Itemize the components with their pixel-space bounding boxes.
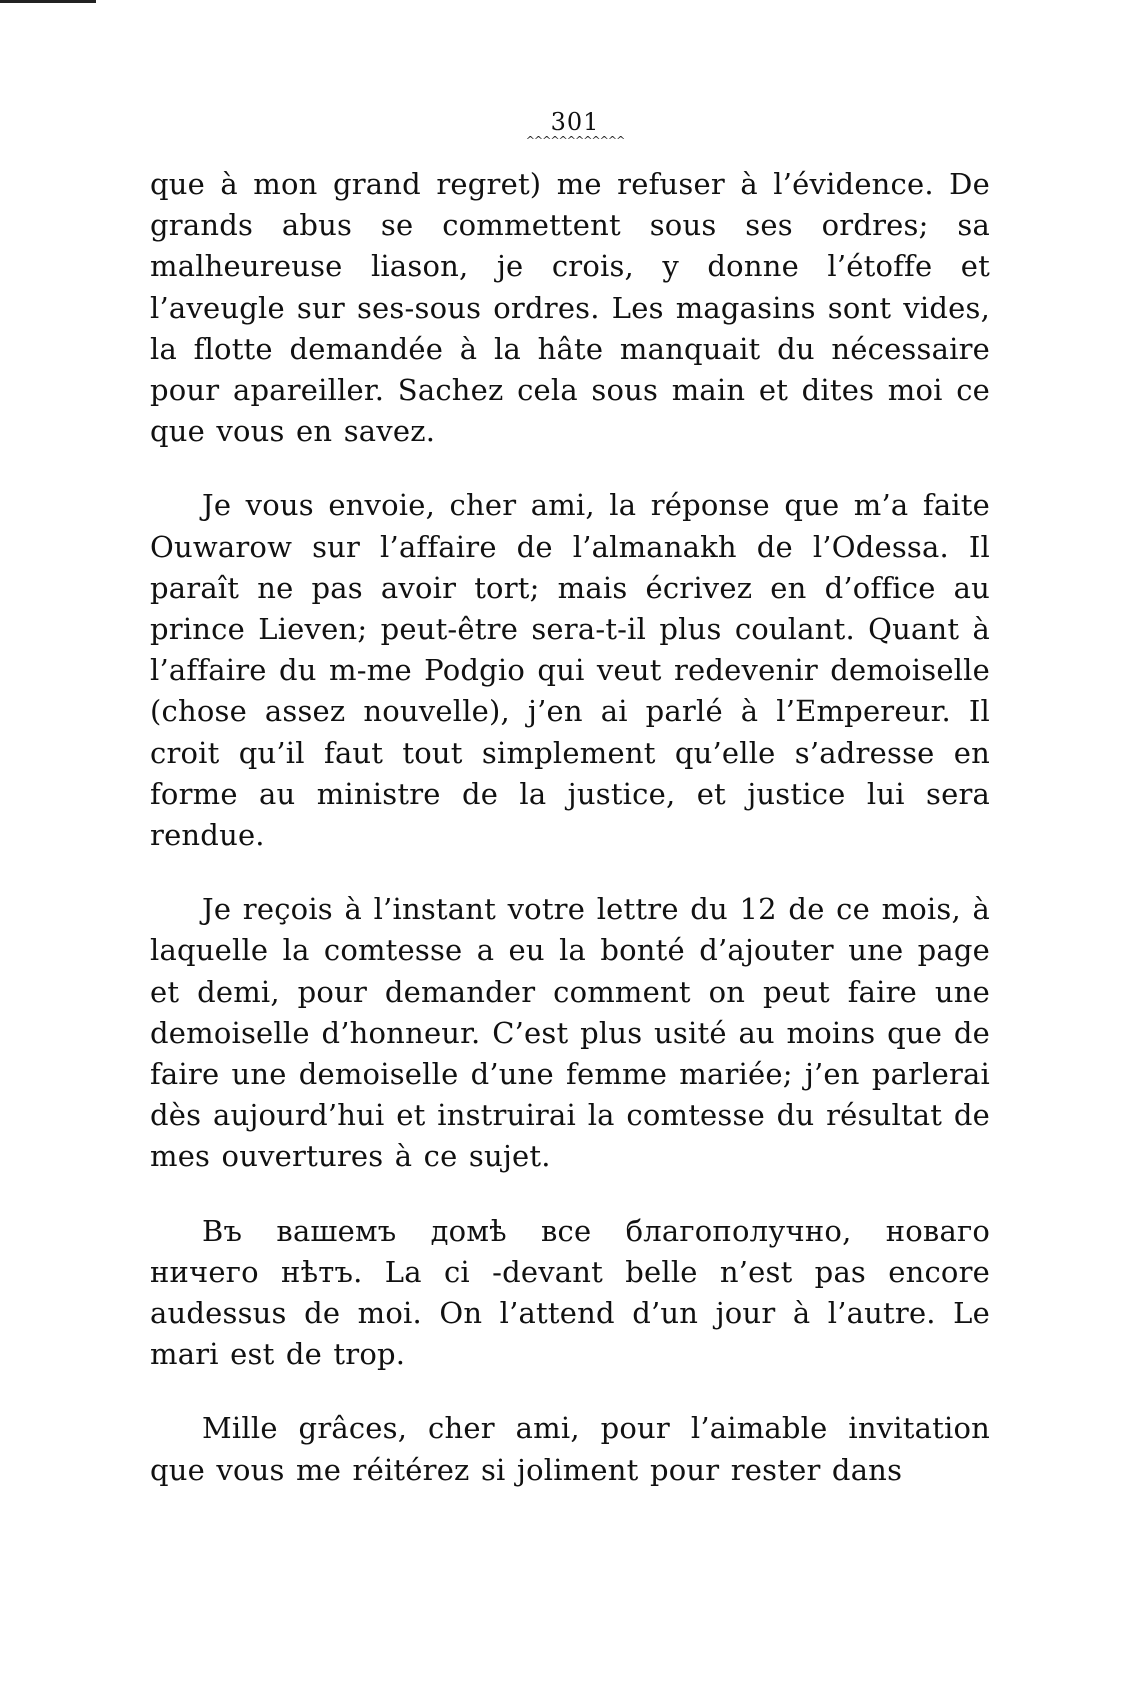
page-number bbox=[526, 108, 625, 146]
paragraph-2: Je vous envoie, cher ami, la réponse que m’a faite Ouwarow sur l’affaire de l’almanakh de l’Odessa. Il paraît ne pas avoir tort; mais écrivez en d’office au prince Lieven; peut-être sera-t-il plus coulant. Quant à l’affaire du m-me Podgio qui veut redevenir demoiselle (chose assez nouvelle), j’en ai parlé à l’Empereur. Il croit qu’il faut tout simplement qu’elle s’adresse en forme au ministre de la justice, et justice lui sera rendue. bbox=[150, 488, 990, 853]
page-number-ornament: ^^^^^^^^^^^^ bbox=[525, 134, 625, 147]
page-number-text: 301 bbox=[550, 108, 600, 136]
paragraph-4: Въ вашемъ домѣ все благополучно, новаго ничего нѣтъ. La ci -devant belle n’est pas encore audessus de moi. On l’attend d’un jour à l’autre. Le mari est de trop. bbox=[150, 1213, 990, 1372]
top-edge-rule bbox=[0, 0, 96, 3]
book-page bbox=[150, 108, 990, 1491]
paragraph-1: que à mon grand regret) me refuser à l’évidence. De grands abus se commettent sous ses ordres; sa malheureuse liason, je crois, y donne l’étoffe et l’aveugle sur ses-sous ordres. Les magasins sont vides, la flotte demandée à la hâte manquait du nécessaire pour apareiller. Sachez cela sous main et dites moi ce que vous en savez. bbox=[150, 167, 990, 449]
paragraph-5: Mille grâces, cher ami, pour l’aimable invitation que vous me réitérez si joliment pour rester dans bbox=[150, 1411, 990, 1487]
page-header bbox=[160, 108, 990, 164]
paragraph-3: Je reçois à l’instant votre lettre du 12 de ce mois, à laquelle la comtesse a eu la bonté d’ajouter une page et demi, pour demander comment on peut faire une demoiselle d’honneur. C’est plus usité au moins que de faire une demoiselle d’une femme mariée; j’en parlerai dès aujourd’hui et instruirai la comtesse du résultat de mes ouvertures à ce sujet. bbox=[150, 892, 990, 1174]
